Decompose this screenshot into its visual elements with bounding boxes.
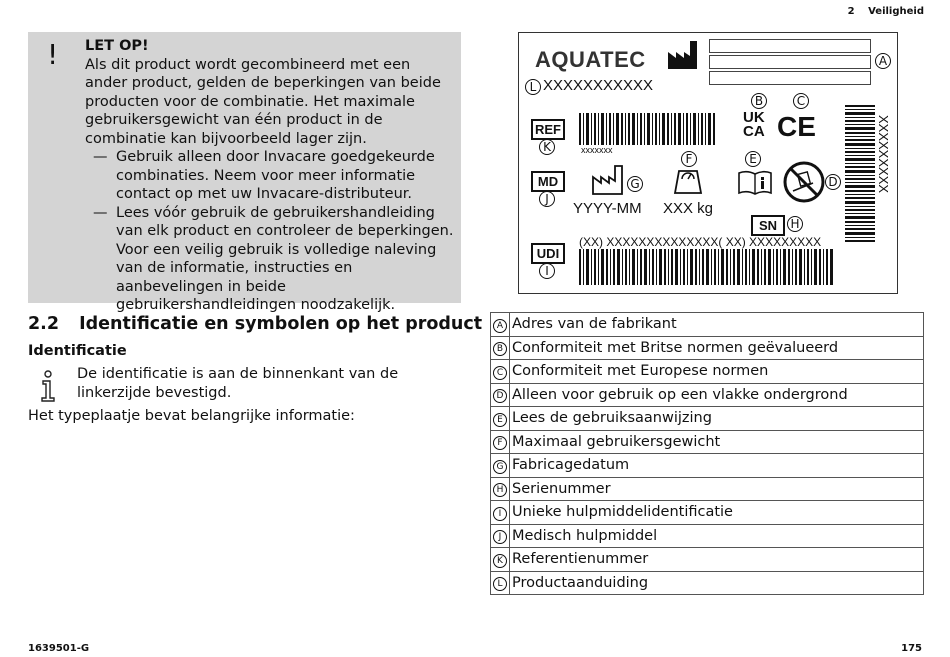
ref-barcode	[579, 113, 719, 145]
legend-text: Unieke hulpmiddelidentificatie	[510, 501, 924, 525]
legend-text: Alleen voor gebruik op een vlakke ondergrond	[510, 383, 924, 407]
address-field	[709, 39, 871, 53]
callout-b: B	[751, 93, 767, 109]
udi-barcode	[579, 249, 835, 285]
legend-row	[491, 548, 924, 572]
legend-text: Lees de gebruiksaanwijzing	[510, 407, 924, 431]
brand-logo: AQUATEC	[535, 47, 646, 72]
legend-text: Conformiteit met Britse normen geëvalueerd	[510, 336, 924, 360]
legend-row	[491, 336, 924, 360]
page-header	[848, 6, 924, 17]
legend-key-letter: K	[493, 554, 507, 568]
manufacture-date: YYYY-MM	[573, 200, 642, 217]
section-number: 2.2	[28, 314, 60, 334]
ce-mark: CE	[777, 111, 816, 142]
bullet-dash: —	[93, 149, 108, 165]
legend-key-letter: E	[493, 413, 507, 427]
legend-key	[491, 430, 510, 454]
paragraph: Het typeplaatje bevat belangrijke informatie:	[28, 408, 355, 424]
product-code: XXXXXXXXXXX	[543, 77, 654, 94]
legend-key-letter: C	[493, 366, 507, 380]
legend-row	[491, 501, 924, 525]
legend-key	[491, 454, 510, 478]
legend-row	[491, 360, 924, 384]
legend-text: Fabricagedatum	[510, 454, 924, 478]
legend-text: Referentienummer	[510, 548, 924, 572]
legend-text: Maximaal gebruikersgewicht	[510, 430, 924, 454]
flat-surface-icon	[783, 161, 825, 203]
ref-value: xxxxxxx	[581, 145, 613, 155]
manufacturer-icon	[667, 40, 701, 70]
exclamation-icon: !	[47, 38, 59, 71]
page-number: 175	[901, 643, 922, 654]
legend-row	[491, 454, 924, 478]
legend-key	[491, 336, 510, 360]
bullet-text: Gebruik alleen door Invacare goedgekeurde combinaties. Neem voor meer informatie contact op met uw Invacare-distributeur.	[116, 149, 435, 202]
legend-key-letter: D	[493, 389, 507, 403]
md-label: MD	[531, 171, 565, 192]
legend-key-letter: F	[493, 436, 507, 450]
section-title: Identificatie en symbolen op het product	[79, 314, 483, 334]
legend-key-letter: I	[493, 507, 507, 521]
notice-box	[28, 32, 461, 313]
callout-h: H	[787, 216, 803, 232]
legend-row	[491, 407, 924, 431]
legend-row	[491, 571, 924, 595]
bullet-text: Lees vóór gebruik de gebruikershandleiding van elk product en controleer de beperkingen. Voor een veilig gebruik is volledige naleving van de informatie, instructies en aanbevelingen in beide gebruikershandleidingen noodzakelijk.	[116, 204, 454, 313]
legend-key	[491, 548, 510, 572]
symbol-legend	[490, 312, 924, 595]
notice-bullet	[85, 204, 455, 315]
legend-key	[491, 571, 510, 595]
notice-text: Als dit product wordt gecombineerd met een ander product, gelden de beperkingen van beide producten voor de combinatie. Het maximale gebruikersgewicht van één product in de combinatie kan bijvoorbeeld lager zijn.	[85, 56, 441, 147]
legend-key-letter: A	[493, 319, 507, 333]
notice-title: LET OP!	[85, 38, 149, 54]
info-text: De identificatie is aan de binnenkant van de linkerzijde bevestigd.	[77, 366, 399, 401]
callout-d: D	[825, 174, 841, 190]
scale-icon	[671, 167, 705, 195]
callout-l: L	[525, 79, 541, 95]
legend-key-letter: G	[493, 460, 507, 474]
legend-key	[491, 477, 510, 501]
legend-row	[491, 383, 924, 407]
legend-key	[491, 501, 510, 525]
chapter-number: 2	[847, 6, 855, 17]
callout-i: I	[539, 263, 555, 279]
chapter-title: Veiligheid	[868, 6, 924, 17]
legend-row	[491, 430, 924, 454]
ukca-bottom: CA	[743, 123, 765, 140]
callout-c: C	[793, 93, 809, 109]
callout-f: F	[681, 151, 697, 167]
callout-k: K	[539, 139, 555, 155]
legend-text: Conformiteit met Europese normen	[510, 360, 924, 384]
notice-bullet	[85, 148, 455, 204]
legend-text: Serienummer	[510, 477, 924, 501]
legend-row	[491, 313, 924, 337]
callout-j: J	[539, 191, 555, 207]
side-code: XXXXXXXXX	[876, 115, 891, 194]
legend-key	[491, 360, 510, 384]
max-weight: XXX kg	[663, 200, 714, 217]
document-id: 1639501-G	[28, 643, 90, 654]
legend-key	[491, 383, 510, 407]
legend-text: Adres van de fabrikant	[510, 313, 924, 337]
legend-row	[491, 524, 924, 548]
ref-label: REF	[531, 119, 565, 140]
legend-key-letter: J	[493, 530, 507, 544]
callout-e: E	[745, 151, 761, 167]
type-plate	[518, 32, 898, 294]
address-field	[709, 55, 871, 69]
legend-text: Medisch hulpmiddel	[510, 524, 924, 548]
udi-label: UDI	[531, 243, 565, 264]
legend-row	[491, 477, 924, 501]
callout-g: G	[627, 176, 643, 192]
sn-label: SN	[751, 215, 785, 236]
callout-a: A	[875, 53, 891, 69]
info-icon	[38, 370, 58, 402]
subheading: Identificatie	[28, 343, 127, 359]
legend-key	[491, 524, 510, 548]
legend-key	[491, 407, 510, 431]
side-barcode	[845, 105, 875, 245]
manual-icon	[737, 169, 773, 195]
factory-date-icon	[591, 163, 627, 195]
address-field	[709, 71, 871, 85]
udi-value: (XX) XXXXXXXXXXXXXX( XX) XXXXXXXXX	[579, 235, 822, 249]
ukca-mark	[743, 111, 765, 139]
legend-text: Productaanduiding	[510, 571, 924, 595]
legend-key-letter: H	[493, 483, 507, 497]
legend-key-letter: B	[493, 342, 507, 356]
ukca-top: UK	[743, 109, 765, 126]
bullet-dash: —	[93, 204, 108, 221]
legend-key	[491, 313, 510, 337]
section-heading	[28, 314, 482, 334]
legend-key-letter: L	[493, 577, 507, 591]
